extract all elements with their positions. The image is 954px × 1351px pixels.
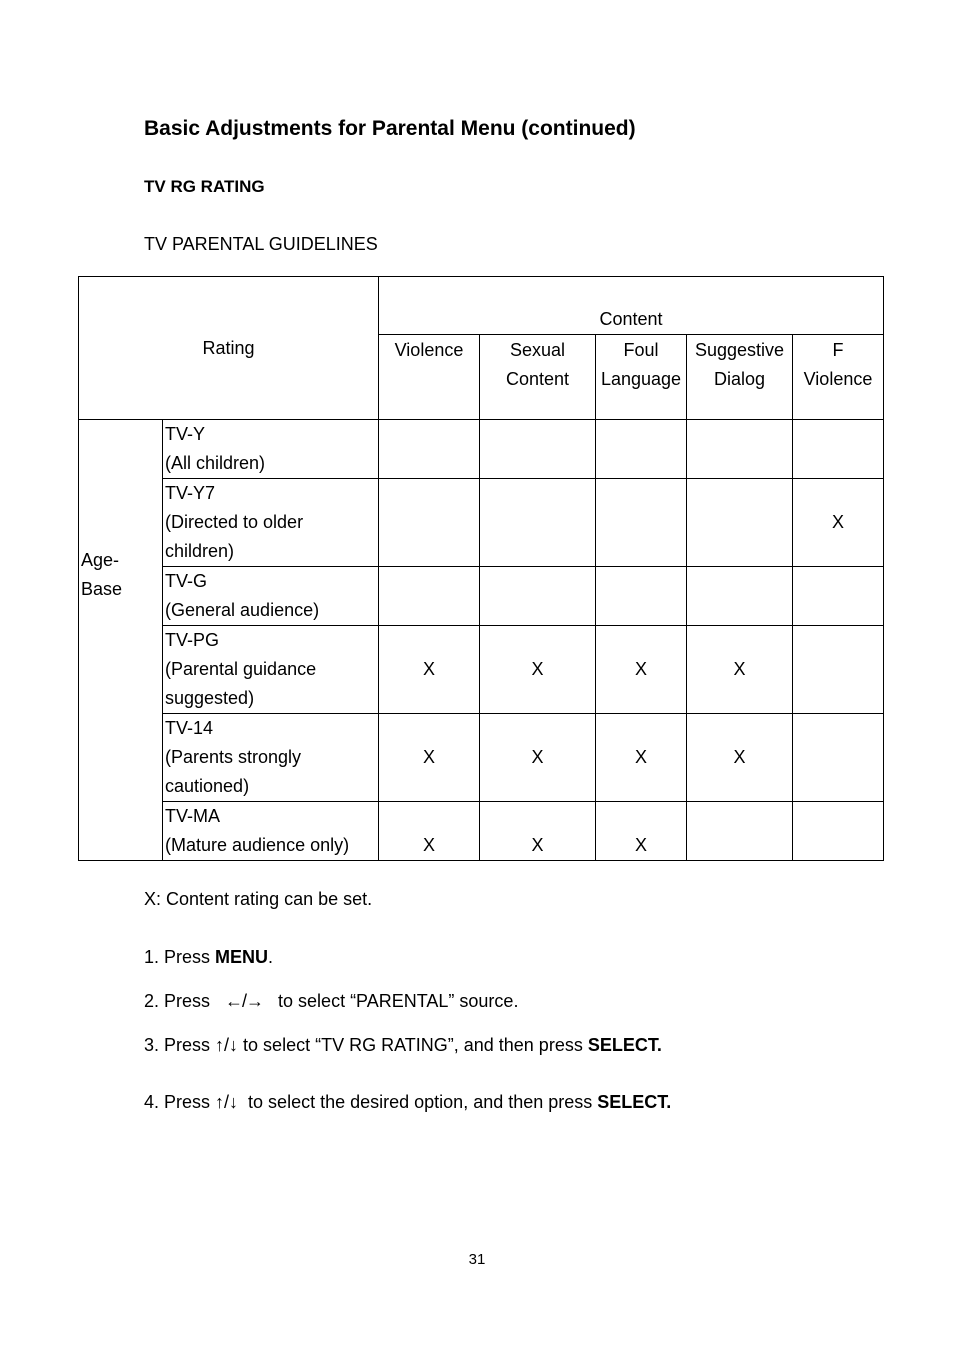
rating-header: Rating [79,277,379,420]
rating-cell: TV-Y7 (Directed to older children) [163,479,379,567]
content-cell [596,567,687,626]
content-cell: X [379,802,480,861]
page-number: 31 [468,1251,486,1268]
column-header-foul-language: Foul Language [596,335,687,420]
rating-cell: TV-14 (Parents strongly cautioned) [163,714,379,802]
content-cell [687,420,793,479]
content-cell [596,479,687,567]
content-cell: X [687,626,793,714]
step-1: 1. Press MENU. [144,947,274,967]
content-cell: X [687,714,793,802]
rating-cell: TV-PG (Parental guidance suggested) [163,626,379,714]
up-down-arrows-icon: ↑/↓ [215,1035,239,1055]
content-header: Content [379,277,884,335]
content-cell: X [480,714,596,802]
content-cell: X [596,714,687,802]
content-cell [793,626,884,714]
rating-cell: TV-MA (Mature audience only) [163,802,379,861]
up-down-arrows-icon: ↑/↓ [215,1092,239,1112]
table-row [79,420,884,479]
table-row [79,626,884,714]
section-heading: TV RG RATING [144,177,265,196]
step-3: 3. Press ↑/↓ to select “TV RG RATING”, and then press SELECT. [144,1035,662,1055]
rating-cell: TV-Y (All children) [163,420,379,479]
left-right-arrows-icon: ←/→ [225,991,264,1011]
content-cell [793,714,884,802]
parental-guidelines-table [78,276,884,861]
content-cell [379,479,480,567]
content-cell [379,420,480,479]
content-cell [480,420,596,479]
content-cell: X [793,479,884,567]
content-cell [596,420,687,479]
content-cell [480,567,596,626]
table-row [79,479,884,567]
content-cell [793,567,884,626]
column-header-suggestive-dialog: Suggestive Dialog [687,335,793,420]
table-note: X: Content rating can be set. [144,889,373,909]
content-cell [480,479,596,567]
column-header-violence: Violence [379,335,480,420]
column-header-sexual-content: Sexual Content [480,335,596,420]
content-cell [793,802,884,861]
select-key-label: SELECT. [587,1035,662,1055]
step-4: 4. Press ↑/↓ to select the desired option, and then press SELECT. [144,1092,672,1112]
content-cell [379,567,480,626]
content-cell [687,802,793,861]
age-base-label: Age- Base [79,420,163,861]
page-title: Basic Adjustments for Parental Menu (continued) [144,117,636,140]
content-cell: X [480,802,596,861]
content-cell: X [379,626,480,714]
content-cell: X [379,714,480,802]
table-row [79,802,884,861]
content-cell: X [596,802,687,861]
table-row [79,714,884,802]
content-cell: X [480,626,596,714]
table-row [79,567,884,626]
content-cell: X [596,626,687,714]
menu-key-label: MENU [215,947,269,967]
column-header-fantasy-violence: F Violence [793,335,884,420]
step-2: 2. Press ←/→ to select “PARENTAL” source. [144,991,519,1011]
content-cell [687,567,793,626]
content-cell [793,420,884,479]
select-key-label: SELECT. [597,1092,672,1112]
content-cell [687,479,793,567]
table-caption: TV PARENTAL GUIDELINES [144,234,378,254]
rating-cell: TV-G (General audience) [163,567,379,626]
